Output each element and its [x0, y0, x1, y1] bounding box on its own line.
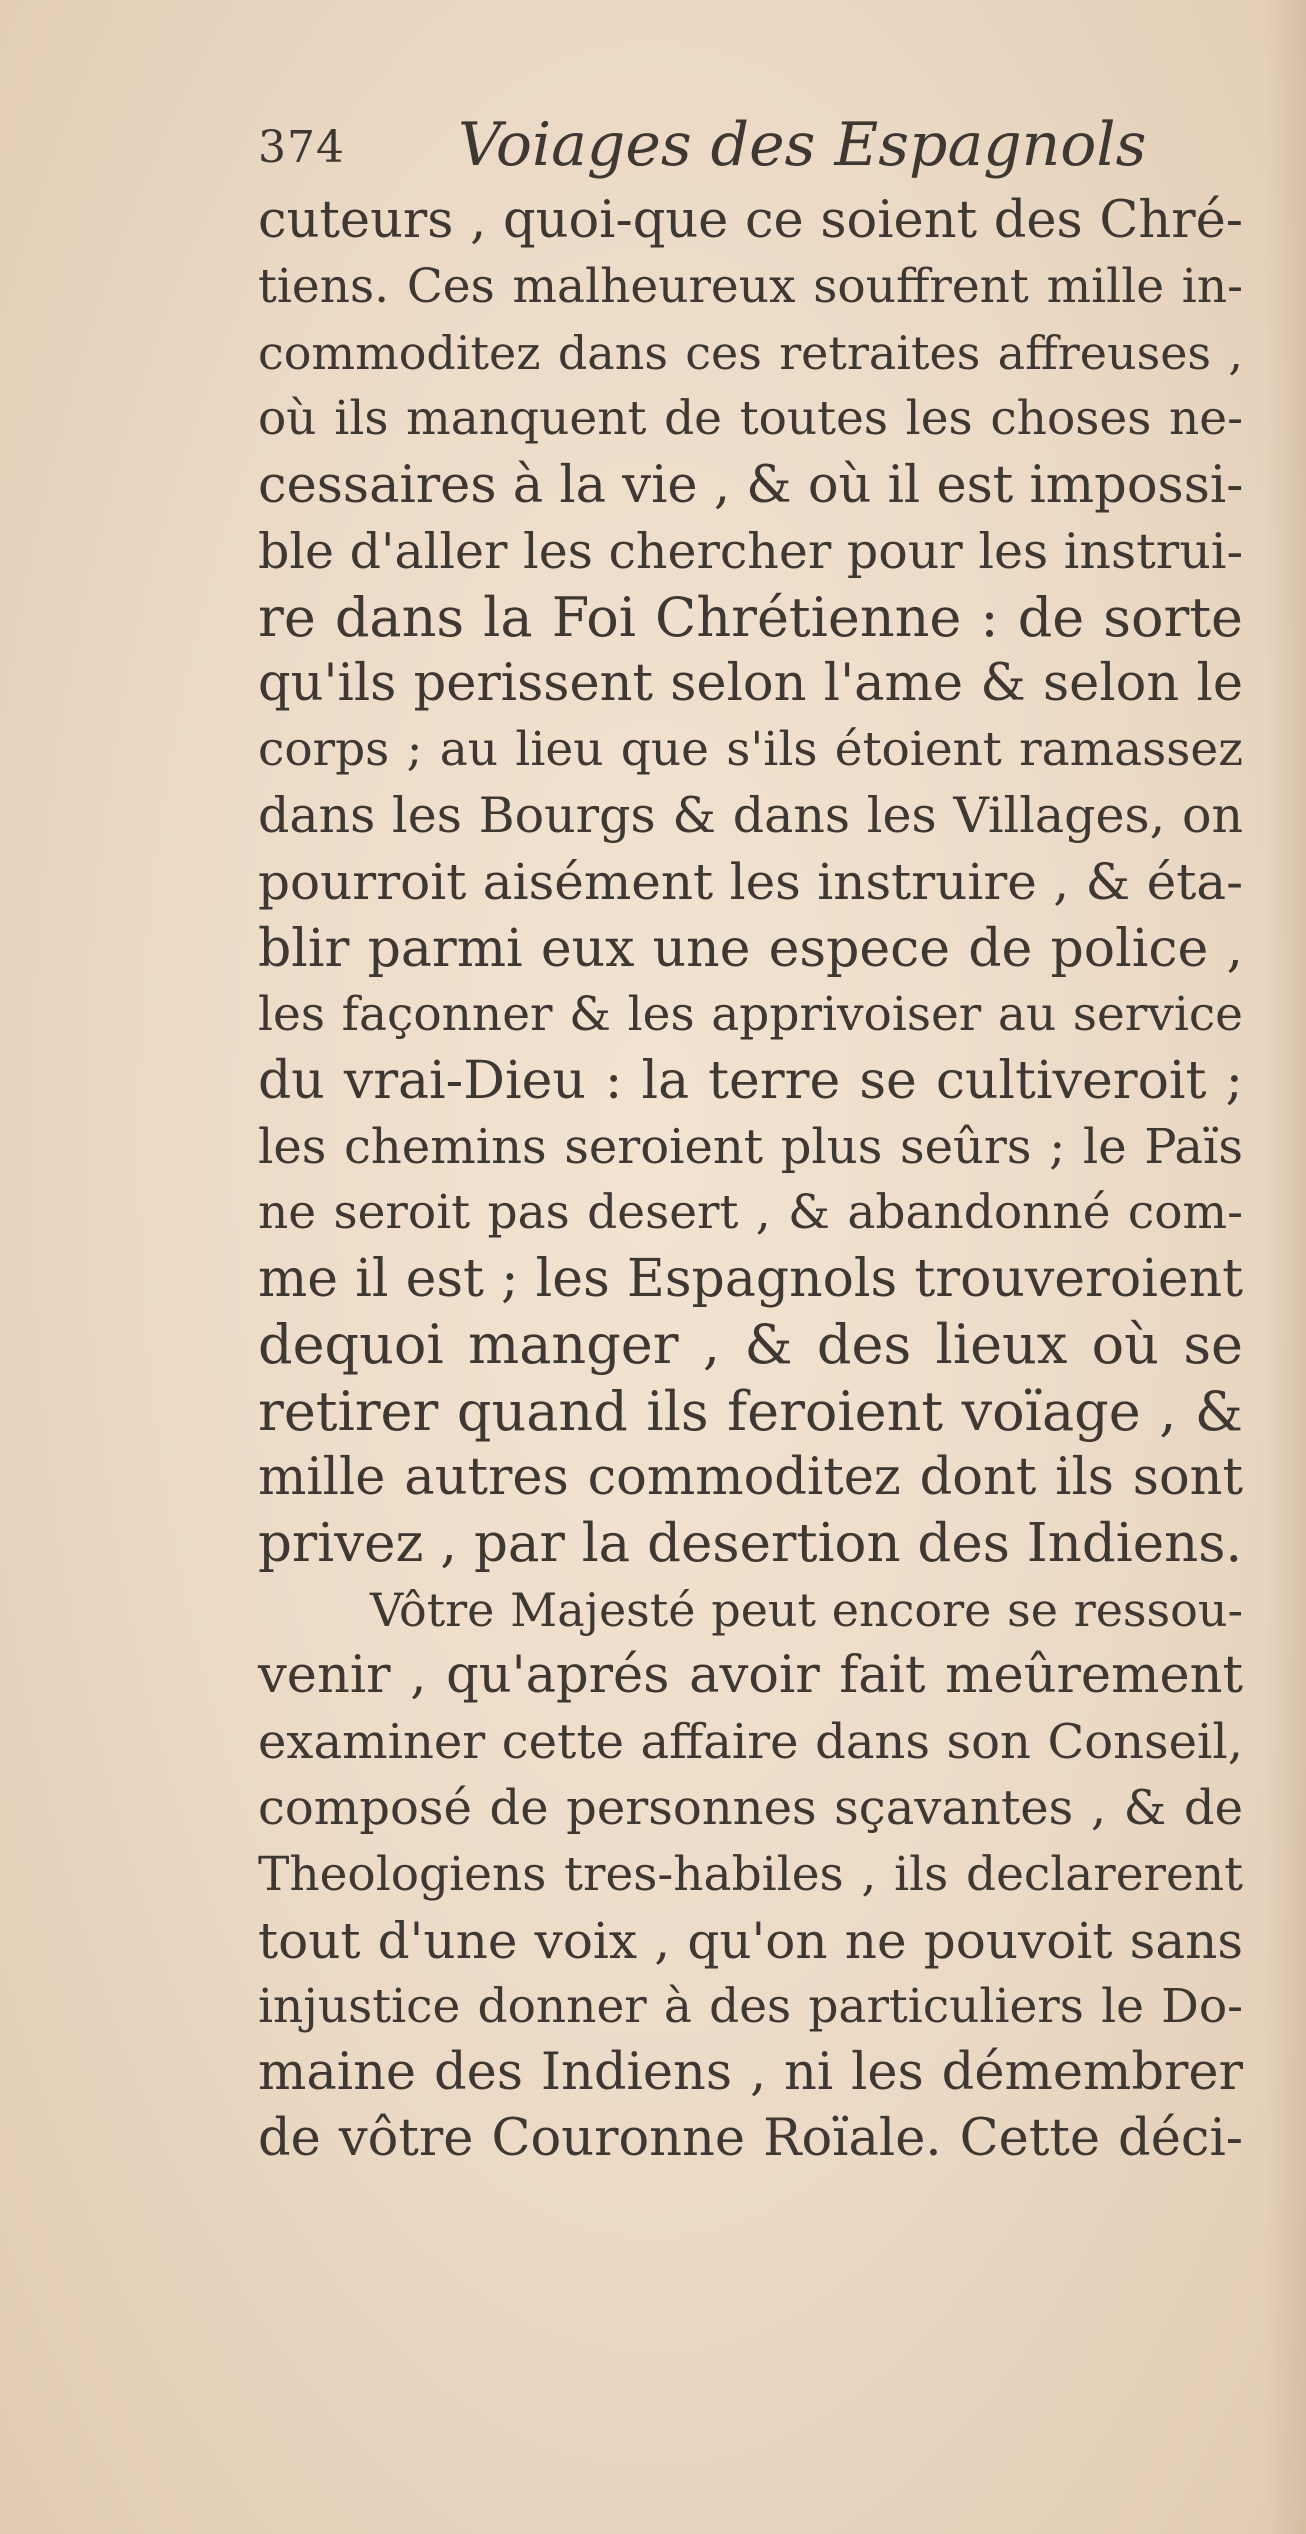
paragraph-start-line: Vôtre Majesté peut encore se ressou- — [370, 1582, 1243, 1637]
text-line: cessaires à la vie , & où il est impossi- — [258, 455, 1244, 515]
page-number: 374 — [258, 122, 345, 173]
running-title: Voiages des Espagnols — [458, 110, 1147, 180]
page-edge-shadow — [1266, 0, 1306, 2534]
text-line: composé de personnes sçavantes , & de — [258, 1780, 1243, 1837]
text-line: corps ; au lieu que s'ils étoient ramassez — [258, 722, 1243, 778]
text-line: commoditez dans ces retraites affreuses , — [258, 326, 1243, 381]
text-line: retirer quand ils feroient voïage , & — [258, 1379, 1243, 1443]
text-line: re dans la Foi Chrétienne : de sorte — [258, 585, 1243, 649]
text-line: dequoi manger , & des lieux où se — [258, 1313, 1243, 1377]
text-line: injustice donner à des particuliers le Do- — [258, 1978, 1243, 2034]
text-line: venir , qu'aprés avoir fait meûrement — [258, 1646, 1243, 1706]
text-line: tiens. Ces malheureux souffrent mille in- — [258, 259, 1243, 315]
text-line: blir parmi eux une espece de police , — [258, 918, 1243, 979]
text-line: maine des Indiens , ni les démembrer — [258, 2042, 1243, 2102]
text-line: de vôtre Couronne Roïale. Cette déci- — [258, 2109, 1243, 2169]
text-line: dans les Bourgs & dans les Villages, on — [258, 787, 1243, 845]
running-header — [258, 110, 1158, 180]
text-line: ble d'aller les chercher pour les instrui- — [258, 522, 1243, 580]
text-line: du vrai-Dieu : la terre se cultiveroit ; — [258, 1050, 1243, 1111]
text-line: examiner cette affaire dans son Conseil, — [258, 1714, 1243, 1771]
text-line: me il est ; les Espagnols trouveroient — [258, 1249, 1243, 1310]
text-line: mille autres commoditez dont ils sont — [258, 1447, 1243, 1507]
text-line: où ils manquent de toutes les choses ne- — [258, 391, 1243, 447]
text-line: pourroit aisément les instruire , & éta- — [258, 853, 1243, 912]
text-line: les chemins seroient plus seûrs ; le Païs — [258, 1118, 1243, 1175]
text-line: ne seroit pas desert , & abandonné com- — [258, 1185, 1243, 1241]
text-line: tout d'une voix , qu'on ne pouvoit sans — [258, 1911, 1243, 1970]
text-line: Theologiens tres-habiles , ils declarerent — [258, 1846, 1243, 1902]
paragraph-end-line: privez , par la desertion des Indiens. — [258, 1512, 1243, 1574]
text-line: cuteurs , quoi-que ce soient des Chré- — [258, 191, 1243, 250]
text-line: qu'ils perissent selon l'ame & selon le — [258, 653, 1243, 713]
body-text — [258, 188, 1243, 2172]
text-line: les façonner & les apprivoiser au service — [258, 986, 1243, 1042]
